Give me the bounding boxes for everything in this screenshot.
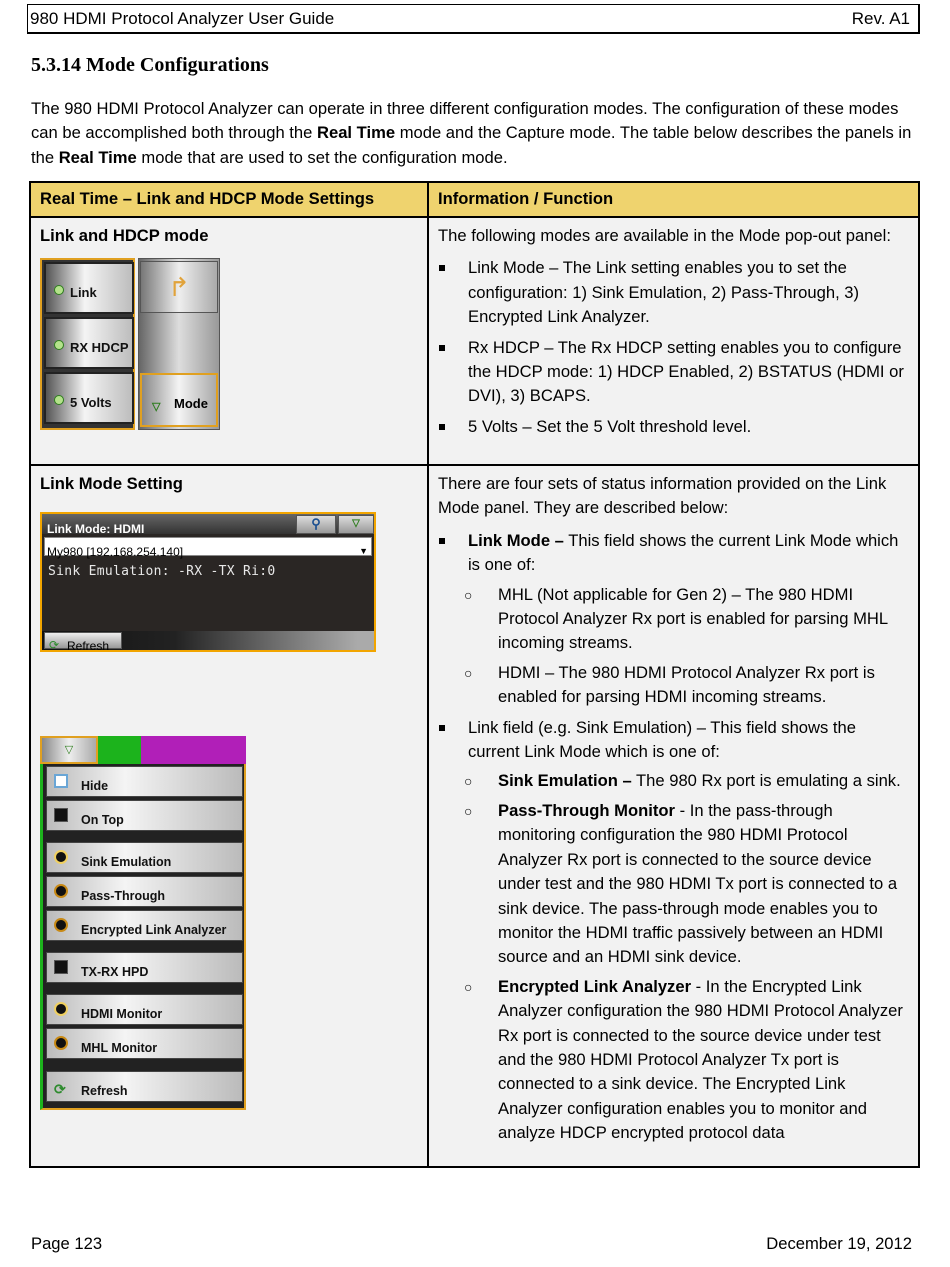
link-button: Link xyxy=(44,262,134,314)
status-dot-icon xyxy=(54,340,64,350)
row1-bullets xyxy=(438,256,910,439)
list-item: Rx HDCP – The Rx HDCP setting enables you to configure the HDCP mode: 1) HDCP Enabled, 2) BSTATUS (HDMI or DVI), 3) BCAPS. xyxy=(438,336,910,409)
link-button-column xyxy=(40,258,135,430)
page-date: December 19, 2012 xyxy=(766,1234,912,1253)
curved-arrow-icon: ↱ xyxy=(140,261,218,313)
sub-list-item: ○ HDMI – The 980 HDMI Protocol Analyzer Rx port is enabled for parsing HDMI incoming streams. xyxy=(464,662,875,707)
row-title-link-hdcp: Link and HDCP mode xyxy=(40,226,209,245)
purple-strip xyxy=(141,736,246,764)
green-strip xyxy=(98,736,141,764)
rx-hdcp-button: RX HDCP xyxy=(44,317,134,369)
menu-item-on-top: On Top xyxy=(46,800,243,831)
search-icon: ⚲ xyxy=(296,515,336,534)
refresh-button: ⟳ Refresh xyxy=(44,632,122,649)
triangle-down-icon: ▽ xyxy=(152,401,161,414)
menu-item-hide: Hide xyxy=(46,766,243,797)
sub-list xyxy=(464,769,910,1145)
list-item: Link Mode – This field shows the current Link Mode which is one of: ○ MHL (Not applicable for Gen 2) – The 980 HDMI Protocol Analyzer Rx port is enabled for parsing MHL incoming streams. ○ HDMI – The 980 HDMI Protocol Analyzer Rx port is enabled for parsing HDMI incoming streams. xyxy=(438,529,910,710)
menu-item-refresh: ⟳ Refresh xyxy=(46,1071,243,1102)
row2-intro: There are four sets of status information provided on the Link Mode panel. They are described below: xyxy=(438,474,887,518)
menu-item-encrypted-link-analyzer: Encrypted Link Analyzer xyxy=(46,910,243,941)
link-mode-panel-title: Link Mode: HDMI xyxy=(47,522,145,537)
header-title: 980 HDMI Protocol Analyzer User Guide xyxy=(30,9,335,28)
circle-bullet-icon: ○ xyxy=(464,586,473,603)
list-item: 5 Volts – Set the 5 Volt threshold level. xyxy=(438,415,910,439)
sub-list-item: ○ Encrypted Link Analyzer - In the Encrypted Link Analyzer configuration the 980 HDMI Protocol Analyzer Rx port is connected to the source device under test and the 980 HDMI Protocol Analyzer Tx port is connected to a sink device. The Encrypted Link Analyzer configuration enables you to monitor and analyze HDCP encrypted protocol data xyxy=(464,976,903,1143)
circle-bullet-icon: ○ xyxy=(464,664,473,681)
table-row xyxy=(30,217,919,465)
checkbox-icon xyxy=(54,808,68,822)
sub-list-item: ○ Sink Emulation – The 980 Rx port is emulating a sink. xyxy=(468,769,910,793)
checkbox-icon xyxy=(54,960,68,974)
mode-menu-image xyxy=(40,736,246,1110)
sub-list xyxy=(464,583,910,710)
mode-settings-table xyxy=(29,181,920,1168)
sub-list-item: ○ Pass-Through Monitor - In the pass-through monitoring configuration the 980 HDMI Protocol Analyzer Rx port is connected to the source device under test and the 980 HDMI Tx port is connected to a sink device. The pass-through mode enables you to monitor the HDMI traffic passively between an HDMI source and an HDMI sink device. xyxy=(464,800,898,967)
triangle-down-icon: ▽ xyxy=(338,515,374,534)
dropdown-arrow-icon: ▼ xyxy=(359,546,368,557)
refresh-icon: ⟳ xyxy=(49,638,60,653)
menu-item-hdmi-monitor: HDMI Monitor xyxy=(46,994,243,1025)
radio-selected-icon xyxy=(54,1002,68,1016)
page-number: Page 123 xyxy=(31,1234,103,1253)
intro-paragraph: The 980 HDMI Protocol Analyzer can operate in three different configuration modes. The configuration of these modes can be accomplished both through the Real Time mode and the Capture mode. The table below describes the panels in the Real Time mode that are used to set the configuration mode. xyxy=(31,99,912,167)
list-item: Link field (e.g. Sink Emulation) – This field shows the current Link Mode which is one of: ○ Sink Emulation – The 980 Rx port is emulating a sink. ○ Pass-Through Monitor - In the pass-through monitoring configuration the 980 HDMI Protocol Analyzer Rx port is connected to the source device under test and the 980 HDMI Tx port is connected to a sink device. The pass-through mode enables you to monitor the HDMI traffic passively between an HDMI source and an HDMI sink device. ○ Encrypted Link Analyzer - In the Encrypted Link Analyzer configuration the 980 HDMI Protocol Analyzer Rx port is connected to the source device under test and the 980 HDMI Protocol Analyzer Tx port is connected to a sink device. The Encrypted Link Analyzer configuration enables you to monitor and analyze HDCP encrypted protocol data xyxy=(438,716,910,1146)
circle-bullet-icon: ○ xyxy=(464,802,473,819)
link-hdcp-panel-image xyxy=(40,258,220,430)
header-revision: Rev. A1 xyxy=(851,9,910,28)
row-title-link-mode: Link Mode Setting xyxy=(40,474,183,493)
menu-item-pass-through: Pass-Through xyxy=(46,876,243,907)
table-header-function: Information / Function xyxy=(428,182,919,217)
status-dot-icon xyxy=(54,395,64,405)
radio-selected-icon xyxy=(54,850,68,864)
sub-list-item: ○ MHL (Not applicable for Gen 2) – The 980 HDMI Protocol Analyzer Rx port is enabled for parsing MHL incoming streams. xyxy=(464,584,888,653)
link-status-text: Sink Emulation: -RX -TX Ri:0 xyxy=(48,564,276,580)
row2-bullets xyxy=(438,529,910,1146)
table-header-settings: Real Time – Link and HDCP Mode Settings xyxy=(30,182,428,217)
radio-icon xyxy=(54,884,68,898)
circle-bullet-icon: ○ xyxy=(464,773,473,790)
circle-bullet-icon: ○ xyxy=(464,978,473,995)
refresh-icon: ⟳ xyxy=(54,1081,66,1098)
radio-icon xyxy=(54,918,68,932)
window-icon xyxy=(54,774,68,788)
link-mode-panel-image xyxy=(40,512,376,652)
mode-button: ▽ Mode xyxy=(140,373,218,427)
radio-icon xyxy=(54,1036,68,1050)
list-item: Link Mode – The Link setting enables you to set the configuration: 1) Sink Emulation, 2) Pass-Through, 3) Encrypted Link Analyzer. xyxy=(438,256,910,329)
section-title: 5.3.14 Mode Configurations xyxy=(31,54,269,76)
triangle-down-icon: ▽ xyxy=(40,736,98,764)
row1-intro: The following modes are available in the Mode pop-out panel: xyxy=(438,226,891,245)
table-row xyxy=(30,465,919,1167)
page-header xyxy=(27,4,920,34)
mode-column xyxy=(138,258,220,430)
menu-item-sink-emulation: Sink Emulation xyxy=(46,842,243,873)
menu-item-tx-rx-hpd: TX-RX HPD xyxy=(46,952,243,983)
link-mode-panel-header xyxy=(42,514,374,537)
status-dot-icon xyxy=(54,285,64,295)
menu-body xyxy=(40,764,246,1110)
five-volts-button: 5 Volts xyxy=(44,372,134,424)
menu-item-mhl-monitor: MHL Monitor xyxy=(46,1028,243,1059)
device-select: My980 [192.168.254.140] ▼ xyxy=(44,537,372,556)
